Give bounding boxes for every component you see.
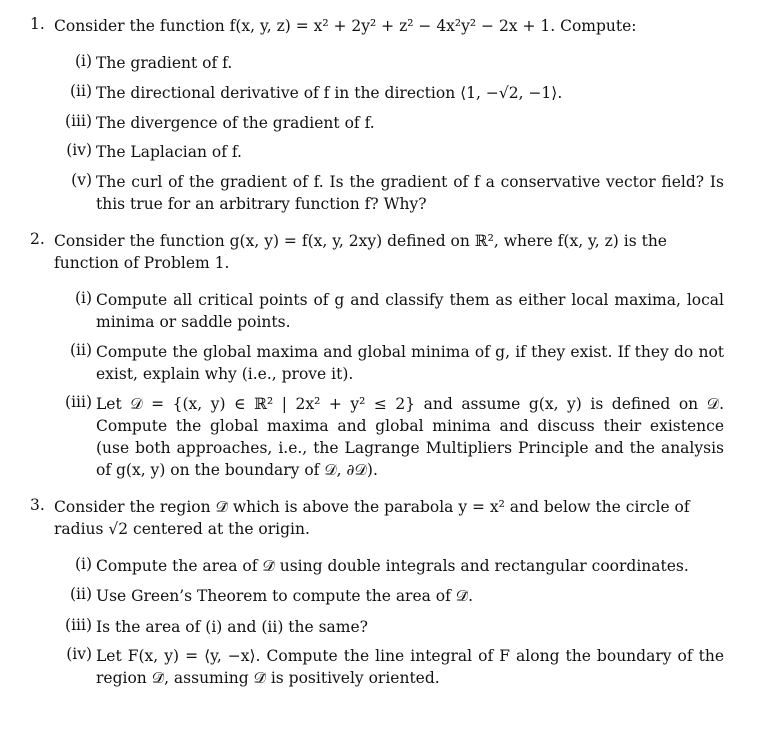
part-label: (ii) (69, 341, 92, 359)
part-text: The curl of the gradient of f. Is the gradient of f a conservative vector field? Is this true for an arbitrary function f? Why? (96, 173, 724, 213)
part-label: (ii) (69, 82, 92, 100)
part-label: (i) (74, 555, 92, 573)
problem-statement: Consider the function f(x, y, z) = x² + 2y² + z² − 4x²y² − 2x + 1. Compute: (54, 17, 637, 35)
part-label: (i) (74, 52, 92, 70)
part-text: The gradient of f. (96, 54, 233, 72)
part-text: The divergence of the gradient of f. (96, 114, 375, 132)
problem-3-part-ii (54, 585, 724, 607)
problem-statement: Consider the region 𝒟̃ which is above the parabola y = x² and below the circle of radius √2 centered at the origin. (54, 498, 690, 538)
part-text: Use Green’s Theorem to compute the area of 𝒟̃. (96, 587, 474, 605)
part-label: (ii) (69, 585, 92, 603)
problem-2-part-ii (54, 341, 724, 385)
part-text: Compute the global maxima and global minima of g, if they exist. If they do not exist, explain why (i.e., prove it). (96, 343, 724, 383)
part-label: (iii) (65, 112, 92, 130)
problem-2-part-i (54, 289, 724, 333)
problem-2-part-iii (54, 393, 724, 481)
problem-1-part-v (54, 171, 724, 215)
problem-2 (30, 230, 730, 274)
part-label: (iii) (65, 393, 92, 411)
problem-3-part-iii (54, 616, 724, 638)
part-text: Compute all critical points of g and classify them as either local maxima, local minima or saddle points. (96, 291, 724, 331)
problem-1 (30, 15, 730, 37)
problem-1-part-i (54, 52, 724, 74)
part-label: (i) (74, 289, 92, 307)
problem-3 (30, 496, 730, 540)
part-text: Let F(x, y) = ⟨y, −x⟩. Compute the line integral of F along the boundary of the region 𝒟̃, assuming 𝒟̃ is positively oriented. (96, 647, 724, 687)
problem-1-part-ii (54, 82, 724, 104)
part-label: (iv) (66, 645, 92, 663)
problem-3-part-iv (54, 645, 724, 689)
part-text: The Laplacian of f. (96, 143, 242, 161)
part-text: Compute the area of 𝒟̃ using double integrals and rectangular coordinates. (96, 557, 689, 575)
problem-number: 3. (30, 496, 45, 514)
problem-3-part-i (54, 555, 724, 577)
part-label: (iv) (66, 141, 92, 159)
problem-1-part-iii (54, 112, 724, 134)
part-label: (v) (71, 171, 92, 189)
problem-number: 2. (30, 230, 45, 248)
problem-number: 1. (30, 15, 45, 33)
problem-statement: Consider the function g(x, y) = f(x, y, 2xy) defined on ℝ², where f(x, y, z) is the function of Problem 1. (54, 232, 667, 272)
part-text: Let 𝒟 = {(x, y) ∈ ℝ² | 2x² + y² ≤ 2} and assume g(x, y) is defined on 𝒟. Compute the global maxima and global minima and discuss their existence (use both approaches, i.e., the Lagrange Multipliers Principle and the analysis of g(x, y) on the boundary of 𝒟, ∂𝒟). (96, 395, 724, 479)
part-label: (iii) (65, 616, 92, 634)
problem-1-part-iv (54, 141, 724, 163)
part-text: Is the area of (i) and (ii) the same? (96, 618, 368, 636)
part-text: The directional derivative of f in the direction ⟨1, −√2, −1⟩. (96, 84, 563, 102)
